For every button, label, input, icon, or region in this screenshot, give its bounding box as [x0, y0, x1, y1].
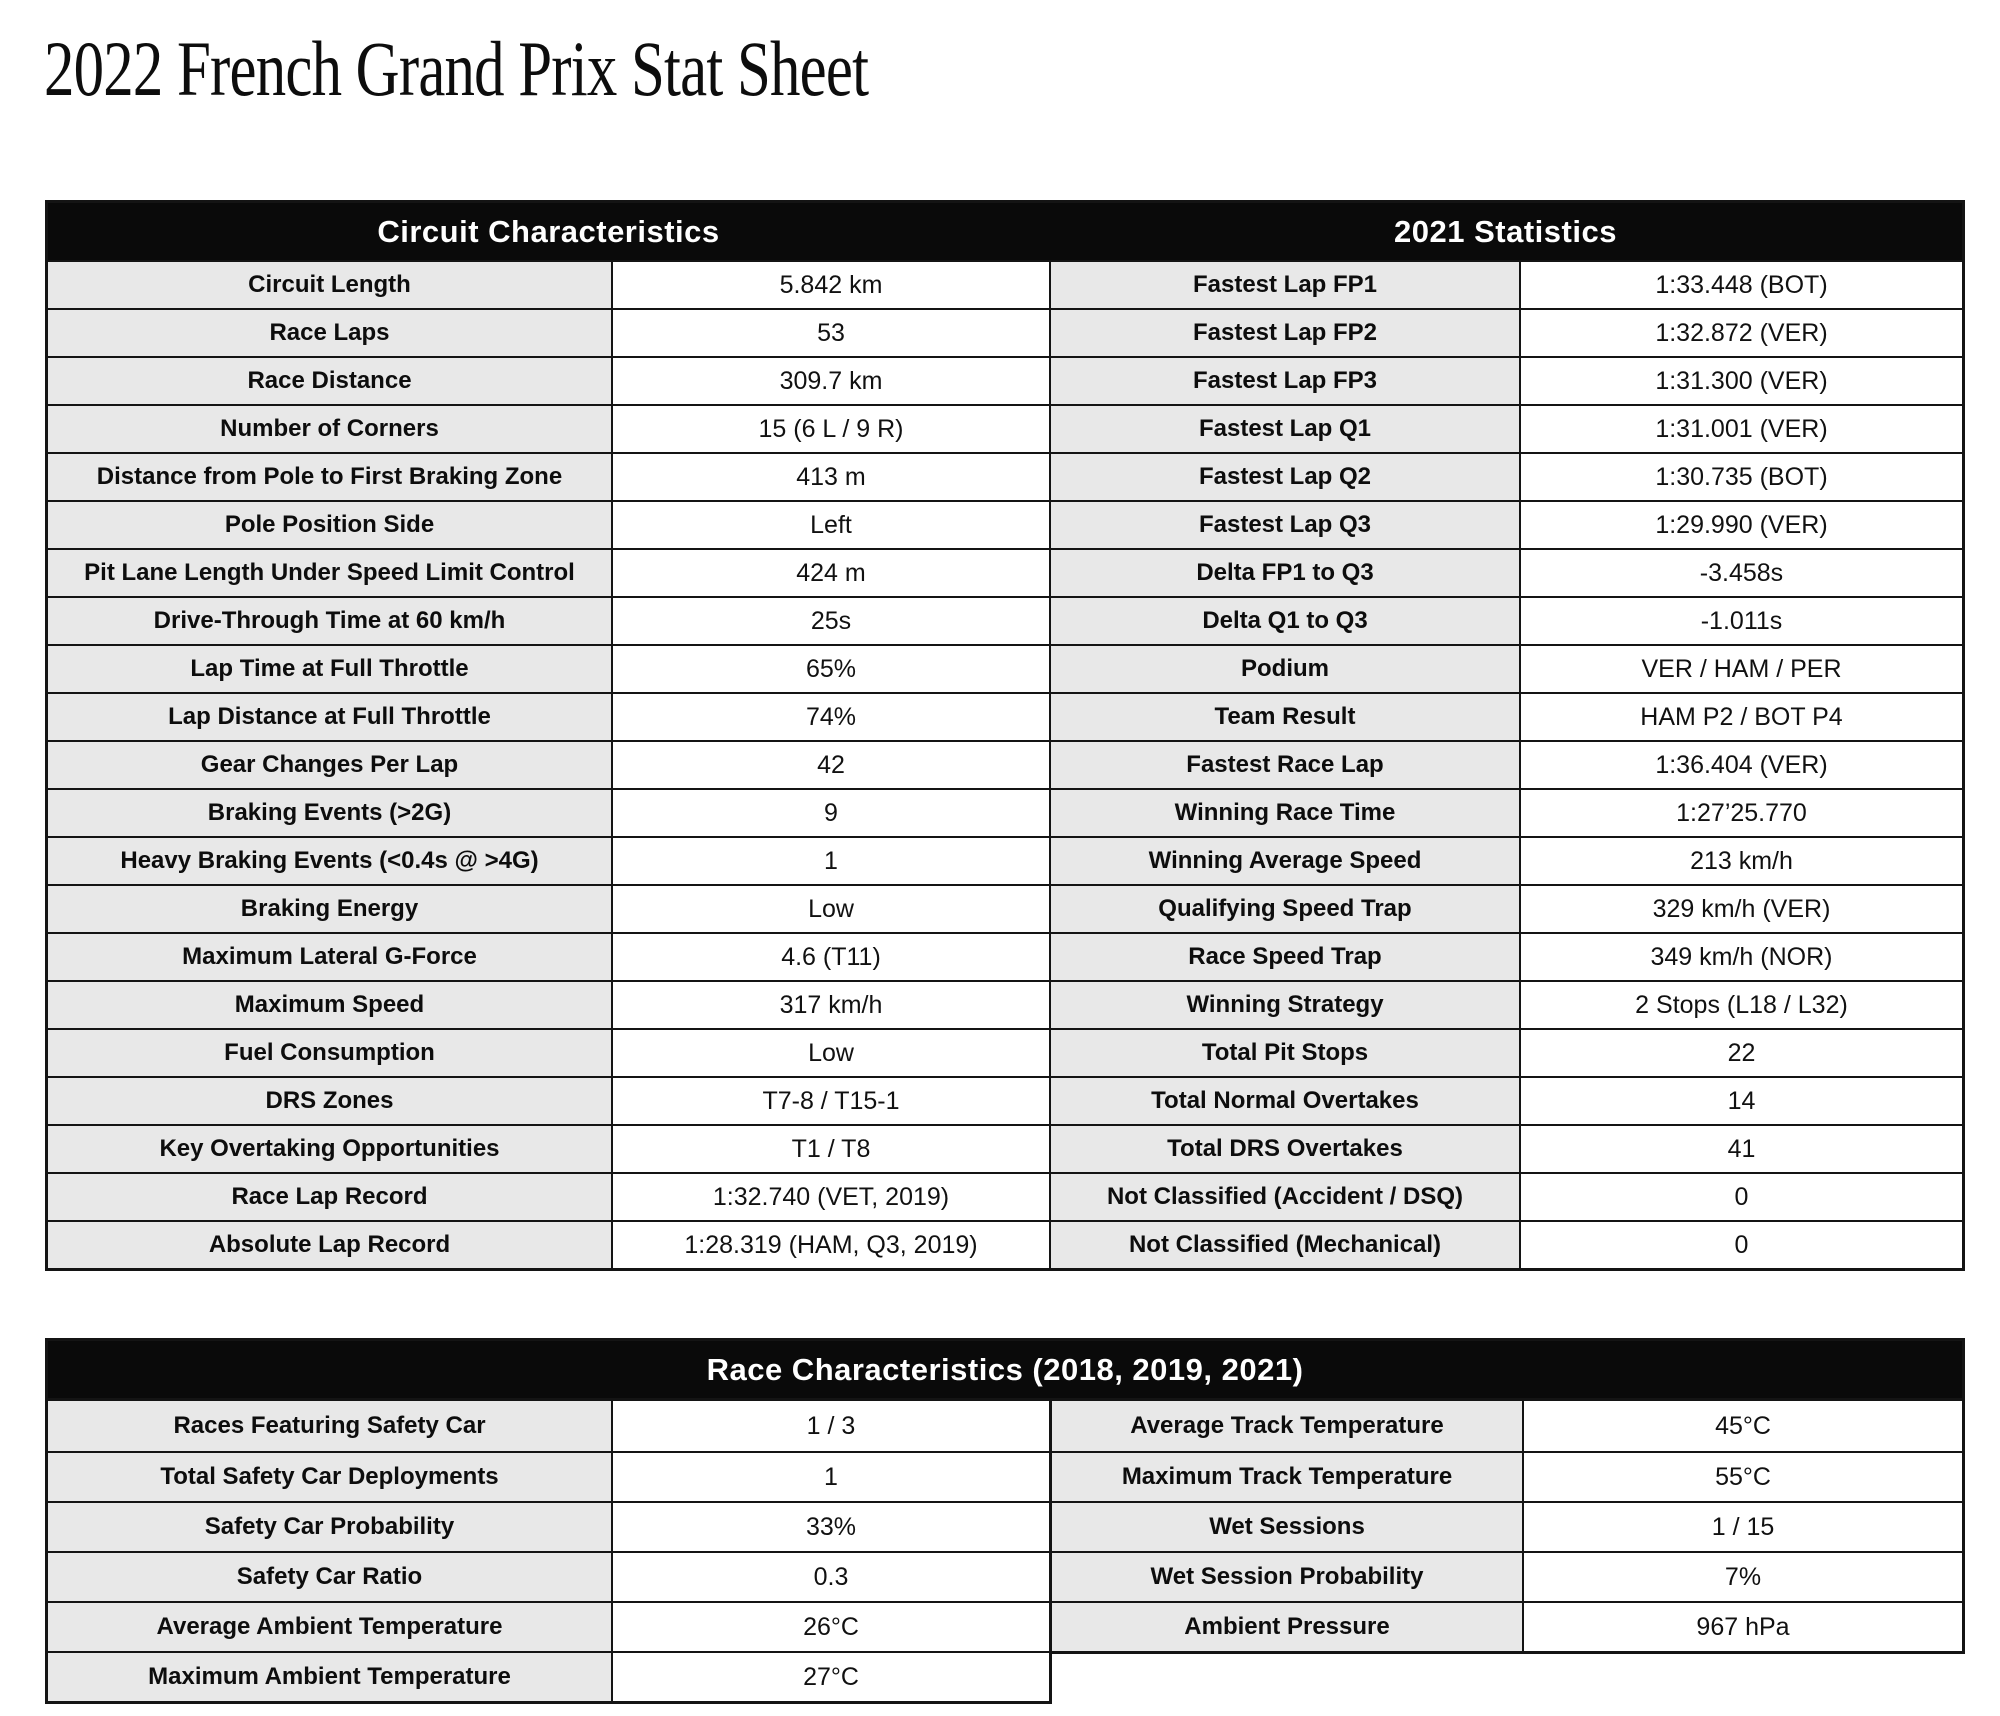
row-value: 349 km/h (NOR) [1519, 932, 1962, 980]
row-label: Circuit Length [48, 260, 611, 308]
row-value: 1:32.872 (VER) [1519, 308, 1962, 356]
row-label: Maximum Lateral G-Force [48, 932, 611, 980]
row-value: 27°C [611, 1651, 1049, 1701]
row-value: T1 / T8 [611, 1124, 1049, 1172]
row-value: 5.842 km [611, 260, 1049, 308]
row-value: 15 (6 L / 9 R) [611, 404, 1049, 452]
row-value: 9 [611, 788, 1049, 836]
row-label: Average Track Temperature [1052, 1401, 1522, 1451]
row-value: -1.011s [1519, 596, 1962, 644]
page-title: 2022 French Grand Prix Stat Sheet [44, 25, 869, 112]
row-value: Low [611, 884, 1049, 932]
row-value: 329 km/h (VER) [1519, 884, 1962, 932]
row-value: 1:31.300 (VER) [1519, 356, 1962, 404]
row-value: 2 Stops (L18 / L32) [1519, 980, 1962, 1028]
row-value: 0 [1519, 1172, 1962, 1220]
row-value: Left [611, 500, 1049, 548]
row-label: Delta FP1 to Q3 [1049, 548, 1519, 596]
statistics-2021-header: 2021 Statistics [1394, 213, 1617, 249]
bottom-table-header-bar [45, 1338, 1965, 1401]
row-label: Wet Sessions [1052, 1501, 1522, 1551]
row-label: Pit Lane Length Under Speed Limit Control [48, 548, 611, 596]
row-value: 1:32.740 (VET, 2019) [611, 1172, 1049, 1220]
row-value: 0 [1519, 1220, 1962, 1268]
row-label: Ambient Pressure [1052, 1601, 1522, 1651]
row-label: Race Lap Record [48, 1172, 611, 1220]
bottom-table-body [45, 1401, 1965, 1704]
row-value: 41 [1519, 1124, 1962, 1172]
row-label: Safety Car Ratio [48, 1551, 611, 1601]
row-label: Lap Distance at Full Throttle [48, 692, 611, 740]
row-value: 1:36.404 (VER) [1519, 740, 1962, 788]
row-value: 74% [611, 692, 1049, 740]
row-value: 413 m [611, 452, 1049, 500]
row-label: Maximum Speed [48, 980, 611, 1028]
row-label: Races Featuring Safety Car [48, 1401, 611, 1451]
row-label: Qualifying Speed Trap [1049, 884, 1519, 932]
row-label: Winning Average Speed [1049, 836, 1519, 884]
row-value: 22 [1519, 1028, 1962, 1076]
row-label: Total Normal Overtakes [1049, 1076, 1519, 1124]
row-value: 55°C [1522, 1451, 1962, 1501]
row-label: Winning Strategy [1049, 980, 1519, 1028]
top-table-header-bar [48, 203, 1962, 260]
row-label: DRS Zones [48, 1076, 611, 1124]
row-value: VER / HAM / PER [1519, 644, 1962, 692]
row-value: 1:33.448 (BOT) [1519, 260, 1962, 308]
row-value: 45°C [1522, 1401, 1962, 1451]
row-value: 42 [611, 740, 1049, 788]
row-value: 26°C [611, 1601, 1049, 1651]
race-characteristics-header: Race Characteristics (2018, 2019, 2021) [706, 1351, 1304, 1387]
row-value: HAM P2 / BOT P4 [1519, 692, 1962, 740]
top-table-body [48, 260, 1962, 1268]
row-value: -3.458s [1519, 548, 1962, 596]
row-label: Number of Corners [48, 404, 611, 452]
row-label: Fastest Lap FP2 [1049, 308, 1519, 356]
bottom-left-subtable [45, 1401, 1052, 1704]
row-label: Braking Energy [48, 884, 611, 932]
row-label: Pole Position Side [48, 500, 611, 548]
row-value: 25s [611, 596, 1049, 644]
row-label: Average Ambient Temperature [48, 1601, 611, 1651]
row-value: 213 km/h [1519, 836, 1962, 884]
row-value: 1 [611, 1451, 1049, 1501]
row-label: Fastest Lap Q2 [1049, 452, 1519, 500]
row-label: Podium [1049, 644, 1519, 692]
row-label: Not Classified (Mechanical) [1049, 1220, 1519, 1268]
row-label: Winning Race Time [1049, 788, 1519, 836]
row-label: Race Distance [48, 356, 611, 404]
row-label: Not Classified (Accident / DSQ) [1049, 1172, 1519, 1220]
row-value: 53 [611, 308, 1049, 356]
row-label: Safety Car Probability [48, 1501, 611, 1551]
race-characteristics-table [45, 1338, 1965, 1704]
row-label: Total Pit Stops [1049, 1028, 1519, 1076]
row-label: Gear Changes Per Lap [48, 740, 611, 788]
row-value: 1 [611, 836, 1049, 884]
row-value: 0.3 [611, 1551, 1049, 1601]
row-value: 4.6 (T11) [611, 932, 1049, 980]
row-label: Race Laps [48, 308, 611, 356]
row-label: Fastest Race Lap [1049, 740, 1519, 788]
row-label: Key Overtaking Opportunities [48, 1124, 611, 1172]
row-value: 1:31.001 (VER) [1519, 404, 1962, 452]
row-value: 309.7 km [611, 356, 1049, 404]
row-label: Lap Time at Full Throttle [48, 644, 611, 692]
row-value: 967 hPa [1522, 1601, 1962, 1651]
row-label: Fastest Lap FP3 [1049, 356, 1519, 404]
row-label: Wet Session Probability [1052, 1551, 1522, 1601]
bottom-right-subtable [1049, 1401, 1965, 1654]
row-label: Braking Events (>2G) [48, 788, 611, 836]
row-value: 1:29.990 (VER) [1519, 500, 1962, 548]
row-label: Fastest Lap Q1 [1049, 404, 1519, 452]
row-label: Drive-Through Time at 60 km/h [48, 596, 611, 644]
row-value: 1:28.319 (HAM, Q3, 2019) [611, 1220, 1049, 1268]
row-label: Total DRS Overtakes [1049, 1124, 1519, 1172]
row-value: 1:30.735 (BOT) [1519, 452, 1962, 500]
row-value: 317 km/h [611, 980, 1049, 1028]
row-label: Race Speed Trap [1049, 932, 1519, 980]
row-value: 65% [611, 644, 1049, 692]
row-label: Fastest Lap Q3 [1049, 500, 1519, 548]
row-value: 1 / 3 [611, 1401, 1049, 1451]
row-value: 424 m [611, 548, 1049, 596]
circuit-characteristics-header: Circuit Characteristics [377, 213, 720, 249]
row-value: T7-8 / T15-1 [611, 1076, 1049, 1124]
row-label: Team Result [1049, 692, 1519, 740]
row-label: Maximum Ambient Temperature [48, 1651, 611, 1701]
row-value: 33% [611, 1501, 1049, 1551]
row-label: Distance from Pole to First Braking Zone [48, 452, 611, 500]
row-value: 1 / 15 [1522, 1501, 1962, 1551]
row-label: Heavy Braking Events (<0.4s @ >4G) [48, 836, 611, 884]
row-label: Fuel Consumption [48, 1028, 611, 1076]
row-value: 1:27’25.770 [1519, 788, 1962, 836]
row-value: Low [611, 1028, 1049, 1076]
row-label: Total Safety Car Deployments [48, 1451, 611, 1501]
row-label: Absolute Lap Record [48, 1220, 611, 1268]
row-value: 7% [1522, 1551, 1962, 1601]
row-label: Fastest Lap FP1 [1049, 260, 1519, 308]
row-label: Delta Q1 to Q3 [1049, 596, 1519, 644]
row-value: 14 [1519, 1076, 1962, 1124]
row-label: Maximum Track Temperature [1052, 1451, 1522, 1501]
top-stats-table [45, 200, 1965, 1271]
